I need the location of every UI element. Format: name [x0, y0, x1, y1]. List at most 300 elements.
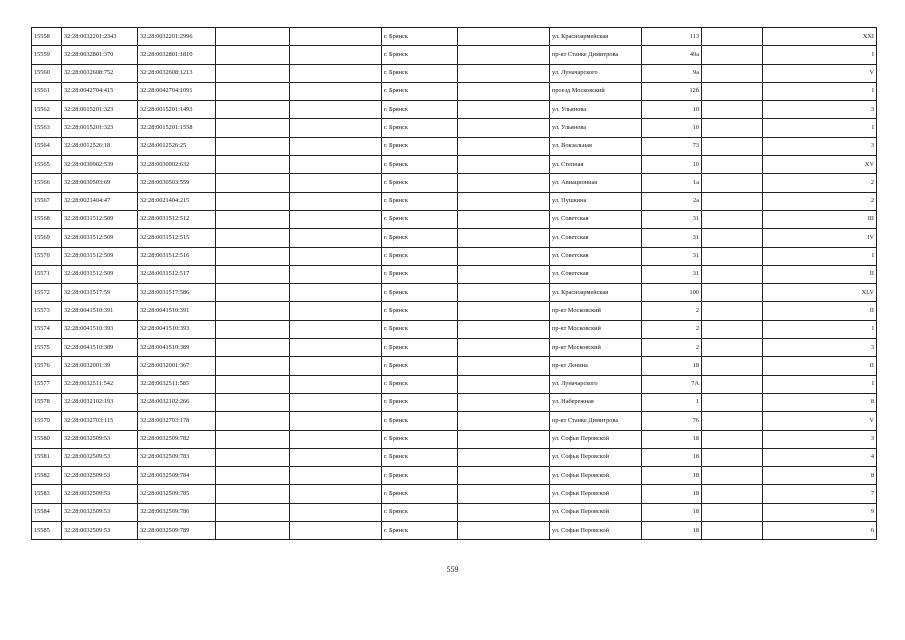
premises-number-cell: 8: [763, 393, 877, 411]
premises-number-cell: 3: [763, 339, 877, 357]
table-row: [32, 192, 877, 210]
premises-number-cell: I: [763, 119, 877, 137]
empty-cell: [458, 192, 550, 210]
table-row: [32, 28, 877, 46]
object-cadastral-cell: 32:28:0032509:782: [138, 430, 216, 448]
object-cadastral-cell: 32:28:0032801:1810: [138, 46, 216, 64]
empty-cell: [216, 430, 290, 448]
premises-number-cell: I: [763, 247, 877, 265]
house-number-cell: 113: [642, 28, 702, 46]
parcel-cadastral-cell: 32:28:0041510:389: [62, 339, 138, 357]
street-cell: ул. Красноармейская: [550, 28, 642, 46]
house-number-cell: 1: [642, 393, 702, 411]
record-number-cell: 15569: [32, 229, 62, 247]
parcel-cadastral-cell: 32:28:0032801:370: [62, 46, 138, 64]
parcel-cadastral-cell: 32:28:0031512:509: [62, 247, 138, 265]
premises-number-cell: 3: [763, 101, 877, 119]
house-number-cell: 49а: [642, 46, 702, 64]
object-cadastral-cell: 32:28:0031512:512: [138, 210, 216, 228]
house-number-cell: 9а: [642, 64, 702, 82]
record-number-cell: 15585: [32, 522, 62, 540]
city-cell: г. Брянск: [382, 485, 458, 503]
empty-cell: [290, 393, 382, 411]
city-cell: г. Брянск: [382, 64, 458, 82]
object-cadastral-cell: 32:28:0032001:367: [138, 357, 216, 375]
premises-number-cell: V: [763, 412, 877, 430]
empty-cell: [458, 503, 550, 521]
house-number-cell: 2: [642, 339, 702, 357]
record-number-cell: 15571: [32, 265, 62, 283]
street-cell: ул. Софьи Перовской: [550, 522, 642, 540]
premises-number-cell: I: [763, 82, 877, 100]
house-number-cell: 2: [642, 302, 702, 320]
empty-cell: [458, 229, 550, 247]
empty-cell: [290, 174, 382, 192]
city-cell: г. Брянск: [382, 137, 458, 155]
parcel-cadastral-cell: 32:28:0032201:2343: [62, 28, 138, 46]
street-cell: пр-кт Московский: [550, 320, 642, 338]
table-row: [32, 247, 877, 265]
table-row: [32, 503, 877, 521]
object-cadastral-cell: 32:28:0032509:789: [138, 522, 216, 540]
table-row: [32, 302, 877, 320]
parcel-cadastral-cell: 32:28:0032509:53: [62, 448, 138, 466]
object-cadastral-cell: 32:28:0032703:178: [138, 412, 216, 430]
table-row: [32, 430, 877, 448]
empty-cell: [290, 82, 382, 100]
parcel-cadastral-cell: 32:28:0032703:115: [62, 412, 138, 430]
empty-cell: [702, 430, 763, 448]
empty-cell: [458, 375, 550, 393]
empty-cell: [290, 375, 382, 393]
object-cadastral-cell: 32:28:0012526:25: [138, 137, 216, 155]
city-cell: г. Брянск: [382, 302, 458, 320]
empty-cell: [702, 522, 763, 540]
city-cell: г. Брянск: [382, 320, 458, 338]
city-cell: г. Брянск: [382, 46, 458, 64]
table-row: [32, 467, 877, 485]
record-number-cell: 15558: [32, 28, 62, 46]
empty-cell: [216, 174, 290, 192]
table-row: [32, 265, 877, 283]
empty-cell: [458, 284, 550, 302]
city-cell: г. Брянск: [382, 467, 458, 485]
record-number-cell: 15582: [32, 467, 62, 485]
premises-number-cell: 4: [763, 448, 877, 466]
empty-cell: [290, 64, 382, 82]
empty-cell: [216, 467, 290, 485]
empty-cell: [216, 320, 290, 338]
premises-number-cell: V: [763, 64, 877, 82]
empty-cell: [216, 137, 290, 155]
city-cell: г. Брянск: [382, 156, 458, 174]
house-number-cell: 73: [642, 137, 702, 155]
empty-cell: [702, 357, 763, 375]
record-number-cell: 15576: [32, 357, 62, 375]
empty-cell: [702, 156, 763, 174]
object-cadastral-cell: 32:28:0031512:515: [138, 229, 216, 247]
empty-cell: [702, 485, 763, 503]
object-cadastral-cell: 32:28:0041510:391: [138, 302, 216, 320]
record-number-cell: 15565: [32, 156, 62, 174]
table-row: [32, 284, 877, 302]
parcel-cadastral-cell: 32:28:0015201:323: [62, 119, 138, 137]
premises-number-cell: 6: [763, 522, 877, 540]
empty-cell: [216, 357, 290, 375]
record-number-cell: 15562: [32, 101, 62, 119]
record-number-cell: 15578: [32, 393, 62, 411]
record-number-cell: 15564: [32, 137, 62, 155]
object-cadastral-cell: 32:28:0031512:516: [138, 247, 216, 265]
object-cadastral-cell: 32:28:0015201:1558: [138, 119, 216, 137]
street-cell: ул. Вокзальная: [550, 137, 642, 155]
city-cell: г. Брянск: [382, 448, 458, 466]
parcel-cadastral-cell: 32:28:0032509:53: [62, 503, 138, 521]
empty-cell: [458, 448, 550, 466]
record-number-cell: 15570: [32, 247, 62, 265]
empty-cell: [458, 210, 550, 228]
house-number-cell: 1а: [642, 174, 702, 192]
empty-cell: [458, 339, 550, 357]
parcel-cadastral-cell: 32:28:0032001:39: [62, 357, 138, 375]
street-cell: ул. Софьи Перовской: [550, 430, 642, 448]
object-cadastral-cell: 32:28:0021404:215: [138, 192, 216, 210]
empty-cell: [216, 119, 290, 137]
empty-cell: [216, 210, 290, 228]
empty-cell: [216, 156, 290, 174]
premises-number-cell: II: [763, 265, 877, 283]
parcel-cadastral-cell: 32:28:0041510:393: [62, 320, 138, 338]
street-cell: ул. Советская: [550, 247, 642, 265]
premises-number-cell: I: [763, 320, 877, 338]
empty-cell: [216, 82, 290, 100]
house-number-cell: 76: [642, 412, 702, 430]
premises-number-cell: 9: [763, 503, 877, 521]
street-cell: ул. Пушкина: [550, 192, 642, 210]
record-number-cell: 15575: [32, 339, 62, 357]
street-cell: ул. Луначарского: [550, 375, 642, 393]
empty-cell: [702, 375, 763, 393]
object-cadastral-cell: 32:28:0015201:1493: [138, 101, 216, 119]
empty-cell: [702, 101, 763, 119]
street-cell: пр-кт Станке Димитрова: [550, 412, 642, 430]
record-number-cell: 15583: [32, 485, 62, 503]
house-number-cell: 2: [642, 320, 702, 338]
parcel-cadastral-cell: 32:28:0032608:752: [62, 64, 138, 82]
empty-cell: [290, 430, 382, 448]
object-cadastral-cell: 32:28:0042704:1091: [138, 82, 216, 100]
house-number-cell: 31: [642, 229, 702, 247]
empty-cell: [290, 503, 382, 521]
street-cell: ул. Степная: [550, 156, 642, 174]
table-row: [32, 339, 877, 357]
empty-cell: [702, 229, 763, 247]
house-number-cell: 31: [642, 247, 702, 265]
empty-cell: [290, 192, 382, 210]
empty-cell: [216, 46, 290, 64]
street-cell: ул. Красноармейская: [550, 284, 642, 302]
premises-number-cell: XXI: [763, 28, 877, 46]
table-row: [32, 137, 877, 155]
empty-cell: [290, 522, 382, 540]
house-number-cell: 2а: [642, 192, 702, 210]
empty-cell: [290, 46, 382, 64]
empty-cell: [702, 174, 763, 192]
record-number-cell: 15563: [32, 119, 62, 137]
empty-cell: [458, 412, 550, 430]
table-row: [32, 156, 877, 174]
premises-number-cell: IV: [763, 229, 877, 247]
street-cell: ул. Набережная: [550, 393, 642, 411]
table-row: [32, 210, 877, 228]
table-row: [32, 412, 877, 430]
object-cadastral-cell: 32:28:0032102:266: [138, 393, 216, 411]
empty-cell: [702, 265, 763, 283]
empty-cell: [458, 430, 550, 448]
empty-cell: [458, 522, 550, 540]
registry-table: [31, 27, 877, 540]
empty-cell: [216, 485, 290, 503]
table-row: [32, 375, 877, 393]
empty-cell: [290, 210, 382, 228]
city-cell: г. Брянск: [382, 229, 458, 247]
premises-number-cell: 8: [763, 467, 877, 485]
object-cadastral-cell: 32:28:0041510:393: [138, 320, 216, 338]
street-cell: ул. Ульянова: [550, 119, 642, 137]
empty-cell: [290, 320, 382, 338]
parcel-cadastral-cell: 32:28:0032102:193: [62, 393, 138, 411]
page-number: 559: [446, 565, 459, 574]
empty-cell: [216, 64, 290, 82]
house-number-cell: 31: [642, 210, 702, 228]
object-cadastral-cell: 32:28:0031517:586: [138, 284, 216, 302]
premises-number-cell: 7: [763, 485, 877, 503]
table-row: [32, 393, 877, 411]
empty-cell: [458, 265, 550, 283]
record-number-cell: 15561: [32, 82, 62, 100]
house-number-cell: 12б: [642, 82, 702, 100]
city-cell: г. Брянск: [382, 375, 458, 393]
empty-cell: [702, 28, 763, 46]
record-number-cell: 15579: [32, 412, 62, 430]
house-number-cell: 18: [642, 467, 702, 485]
empty-cell: [216, 101, 290, 119]
city-cell: г. Брянск: [382, 393, 458, 411]
empty-cell: [290, 137, 382, 155]
city-cell: г. Брянск: [382, 82, 458, 100]
street-cell: ул. Софьи Перовской: [550, 467, 642, 485]
empty-cell: [458, 156, 550, 174]
parcel-cadastral-cell: 32:28:0030503:69: [62, 174, 138, 192]
city-cell: г. Брянск: [382, 210, 458, 228]
premises-number-cell: 2: [763, 174, 877, 192]
object-cadastral-cell: 32:28:0032511:585: [138, 375, 216, 393]
record-number-cell: 15567: [32, 192, 62, 210]
empty-cell: [216, 28, 290, 46]
table-row: [32, 101, 877, 119]
object-cadastral-cell: 32:28:0032509:786: [138, 503, 216, 521]
city-cell: г. Брянск: [382, 430, 458, 448]
table-row: [32, 46, 877, 64]
empty-cell: [458, 393, 550, 411]
parcel-cadastral-cell: 32:28:0041510:391: [62, 302, 138, 320]
empty-cell: [216, 375, 290, 393]
table-row: [32, 229, 877, 247]
city-cell: г. Брянск: [382, 412, 458, 430]
empty-cell: [458, 247, 550, 265]
house-number-cell: 7А: [642, 375, 702, 393]
empty-cell: [702, 339, 763, 357]
empty-cell: [290, 448, 382, 466]
city-cell: г. Брянск: [382, 522, 458, 540]
empty-cell: [458, 137, 550, 155]
parcel-cadastral-cell: 32:28:0030902:539: [62, 156, 138, 174]
premises-number-cell: II: [763, 357, 877, 375]
registry-table-body: [32, 28, 877, 540]
record-number-cell: 15566: [32, 174, 62, 192]
record-number-cell: 15568: [32, 210, 62, 228]
premises-number-cell: 3: [763, 430, 877, 448]
empty-cell: [458, 46, 550, 64]
empty-cell: [290, 485, 382, 503]
street-cell: ул. Советская: [550, 229, 642, 247]
empty-cell: [458, 174, 550, 192]
table-row: [32, 64, 877, 82]
city-cell: г. Брянск: [382, 357, 458, 375]
table-row: [32, 82, 877, 100]
premises-number-cell: I: [763, 46, 877, 64]
city-cell: г. Брянск: [382, 503, 458, 521]
city-cell: г. Брянск: [382, 174, 458, 192]
premises-number-cell: II: [763, 302, 877, 320]
city-cell: г. Брянск: [382, 119, 458, 137]
street-cell: ул. Авиационная: [550, 174, 642, 192]
table-row: [32, 320, 877, 338]
table-row: [32, 522, 877, 540]
record-number-cell: 15577: [32, 375, 62, 393]
city-cell: г. Брянск: [382, 284, 458, 302]
empty-cell: [702, 393, 763, 411]
empty-cell: [702, 320, 763, 338]
record-number-cell: 15560: [32, 64, 62, 82]
street-cell: ул. Ульянова: [550, 101, 642, 119]
empty-cell: [290, 339, 382, 357]
house-number-cell: 18: [642, 522, 702, 540]
parcel-cadastral-cell: 32:28:0021404:47: [62, 192, 138, 210]
parcel-cadastral-cell: 32:28:0012526:18: [62, 137, 138, 155]
empty-cell: [702, 247, 763, 265]
empty-cell: [290, 284, 382, 302]
empty-cell: [216, 284, 290, 302]
parcel-cadastral-cell: 32:28:0032511:542: [62, 375, 138, 393]
city-cell: г. Брянск: [382, 247, 458, 265]
house-number-cell: 10: [642, 156, 702, 174]
table-row: [32, 485, 877, 503]
city-cell: г. Брянск: [382, 265, 458, 283]
empty-cell: [702, 503, 763, 521]
object-cadastral-cell: 32:28:0032201:2996: [138, 28, 216, 46]
table-row: [32, 448, 877, 466]
empty-cell: [216, 522, 290, 540]
empty-cell: [216, 412, 290, 430]
empty-cell: [702, 137, 763, 155]
empty-cell: [290, 101, 382, 119]
empty-cell: [458, 320, 550, 338]
premises-number-cell: XV: [763, 156, 877, 174]
empty-cell: [216, 247, 290, 265]
parcel-cadastral-cell: 32:28:0032509:53: [62, 485, 138, 503]
parcel-cadastral-cell: 32:28:0031512:509: [62, 210, 138, 228]
object-cadastral-cell: 32:28:0030503:559: [138, 174, 216, 192]
empty-cell: [702, 82, 763, 100]
empty-cell: [458, 119, 550, 137]
empty-cell: [702, 210, 763, 228]
street-cell: пр-кт Станке Димитрова: [550, 46, 642, 64]
street-cell: ул. Софьи Перовской: [550, 503, 642, 521]
record-number-cell: 15580: [32, 430, 62, 448]
premises-number-cell: 2: [763, 192, 877, 210]
empty-cell: [216, 339, 290, 357]
record-number-cell: 15581: [32, 448, 62, 466]
empty-cell: [702, 412, 763, 430]
city-cell: г. Брянск: [382, 192, 458, 210]
house-number-cell: 18: [642, 357, 702, 375]
empty-cell: [290, 265, 382, 283]
parcel-cadastral-cell: 32:28:0032509:53: [62, 522, 138, 540]
object-cadastral-cell: 32:28:0032509:783: [138, 448, 216, 466]
house-number-cell: 18: [642, 503, 702, 521]
empty-cell: [458, 357, 550, 375]
table-row: [32, 357, 877, 375]
city-cell: г. Брянск: [382, 28, 458, 46]
city-cell: г. Брянск: [382, 101, 458, 119]
empty-cell: [702, 467, 763, 485]
empty-cell: [216, 448, 290, 466]
house-number-cell: 18: [642, 430, 702, 448]
street-cell: ул. Софьи Перовской: [550, 485, 642, 503]
parcel-cadastral-cell: 32:28:0031517:59: [62, 284, 138, 302]
empty-cell: [458, 302, 550, 320]
record-number-cell: 15572: [32, 284, 62, 302]
empty-cell: [702, 284, 763, 302]
house-number-cell: 100: [642, 284, 702, 302]
empty-cell: [702, 302, 763, 320]
street-cell: проезд Московский: [550, 82, 642, 100]
empty-cell: [702, 448, 763, 466]
street-cell: ул. Советская: [550, 210, 642, 228]
empty-cell: [458, 64, 550, 82]
empty-cell: [290, 229, 382, 247]
record-number-cell: 15584: [32, 503, 62, 521]
empty-cell: [458, 467, 550, 485]
empty-cell: [702, 119, 763, 137]
empty-cell: [458, 101, 550, 119]
empty-cell: [702, 46, 763, 64]
premises-number-cell: III: [763, 210, 877, 228]
street-cell: пр-кт Ленина: [550, 357, 642, 375]
city-cell: г. Брянск: [382, 339, 458, 357]
street-cell: ул. Луначарского: [550, 64, 642, 82]
premises-number-cell: 3: [763, 137, 877, 155]
parcel-cadastral-cell: 32:28:0031512:509: [62, 229, 138, 247]
object-cadastral-cell: 32:28:0032509:784: [138, 467, 216, 485]
empty-cell: [458, 82, 550, 100]
premises-number-cell: XLV: [763, 284, 877, 302]
record-number-cell: 15573: [32, 302, 62, 320]
street-cell: пр-кт Московский: [550, 339, 642, 357]
empty-cell: [216, 393, 290, 411]
street-cell: ул. Советская: [550, 265, 642, 283]
